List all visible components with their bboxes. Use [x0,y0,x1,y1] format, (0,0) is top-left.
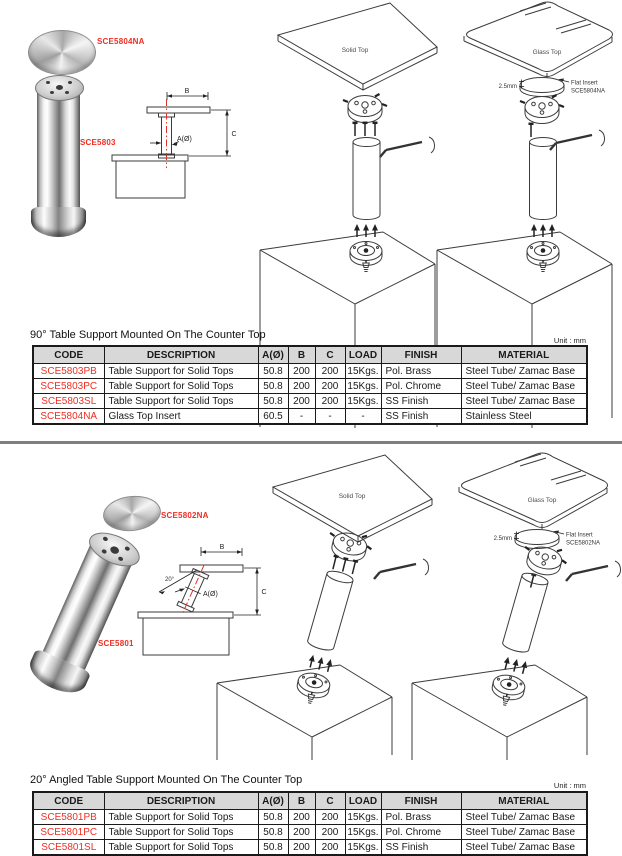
col-header-b: B [288,346,315,364]
glass-top-insert-photo [28,30,96,75]
counter-box [217,665,392,760]
cell-a: 50.8 [258,394,288,409]
flat-insert-code: SCE5802NA [566,540,601,547]
cap-hole [118,556,124,562]
counter-lip [112,155,188,161]
support-tube [306,569,354,652]
cell-code: SCE5803SL [33,394,104,409]
cap-hole [109,545,120,555]
assembly-arrows [531,224,555,237]
cell-b: 200 [288,825,315,840]
col-header-material: MATERIAL [461,346,587,364]
col-header-description: DESCRIPTION [104,346,258,364]
cell-material: Steel Tube/ Zamac Base [461,394,587,409]
support-code-label: SCE5801 [98,639,134,648]
cell-code: SCE5801PB [33,810,104,825]
base-flange [294,670,332,706]
flat-insert-disc [520,78,564,97]
cell-finish: Pol. Brass [381,364,461,379]
cap-hole [68,81,72,84]
dim-a-label: A(Ø) [177,136,192,143]
glass-top-slab [459,453,608,529]
support-tube [530,138,557,220]
table-row [33,810,587,825]
cell-material: Steel Tube/ Zamac Base [461,810,587,825]
header-row [33,792,587,810]
glass-top-label: Glass Top [527,497,557,504]
col-header-description: DESCRIPTION [104,792,258,810]
cell-description: Table Support for Solid Tops [104,825,258,840]
cell-description: Table Support for Solid Tops [104,364,258,379]
section-divider [0,441,622,444]
dim-a-label: A(Ø) [203,591,218,598]
hex-key [566,561,621,581]
cell-b: 200 [288,364,315,379]
screw [528,574,536,588]
base-flange [350,242,382,272]
hex-key [380,137,435,157]
cell-c: 200 [315,840,345,856]
header-row [33,346,587,364]
support-cap [35,75,84,101]
cell-c: 200 [315,364,345,379]
cell-load: 15Kgs. [345,379,381,394]
cap-hole [56,85,63,90]
cap-hole [50,91,54,94]
cell-a: 50.8 [258,840,288,856]
support-code-label: SCE5803 [80,138,116,147]
flat-insert-label: Flat Insert [571,80,598,87]
table-row [33,379,587,394]
col-header-load: LOAD [345,346,381,364]
cell-finish: SS Finish [381,394,461,409]
base-flange [489,672,527,708]
cell-code: SCE5803PB [33,364,104,379]
col-header-finish: FINISH [381,346,461,364]
cell-c: 200 [315,810,345,825]
cell-code: SCE5801SL [33,840,104,856]
col-header-material: MATERIAL [461,792,587,810]
cell-finish: SS Finish [381,840,461,856]
cell-a: 60.5 [258,409,288,425]
cell-description: Table Support for Solid Tops [104,379,258,394]
spec-table-90 [32,345,588,425]
cell-description: Table Support for Solid Tops [104,810,258,825]
cell-b: 200 [288,840,315,856]
cell-a: 50.8 [258,825,288,840]
assembly-arrows [307,654,333,672]
col-header-code: CODE [33,792,104,810]
col-header-c: C [315,346,345,364]
base-flange [527,242,559,272]
col-header-load: LOAD [345,792,381,810]
cap-hole [102,536,108,542]
col-header-finish: FINISH [381,792,461,810]
cell-load: - [345,409,381,425]
glass-top-label: Glass Top [532,49,562,56]
cell-a: 50.8 [258,379,288,394]
dim-c-label: C [261,589,267,596]
cell-c: - [315,409,345,425]
cell-material: Steel Tube/ Zamac Base [461,840,587,856]
cell-b: 200 [288,810,315,825]
unit-note: Unit : mm [553,781,586,790]
cell-code: SCE5801PC [33,825,104,840]
dim-b-label: B [184,88,190,95]
angle-label: 20° [165,577,175,583]
dim-c-label: C [231,131,237,138]
table-support-photo [35,75,82,240]
table-row [33,394,587,409]
cell-a: 50.8 [258,364,288,379]
col-header-a: A(Ø) [258,792,288,810]
cell-finish: Pol. Chrome [381,379,461,394]
support-tube [37,87,80,209]
col-header-a: A(Ø) [258,346,288,364]
exploded-diagrams-20 [200,450,622,780]
solid-top-label: Solid Top [338,493,366,500]
support-tube [353,138,380,220]
cell-material: Steel Tube/ Zamac Base [461,379,587,394]
cell-load: 15Kgs. [345,840,381,856]
cell-description: Table Support for Solid Tops [104,840,258,856]
flat-insert-disc [515,530,559,549]
cell-finish: Pol. Chrome [381,825,461,840]
counter-box [116,161,185,198]
cell-load: 15Kgs. [345,364,381,379]
table-row [33,364,587,379]
cell-finish: SS Finish [381,409,461,425]
hex-key [550,130,605,150]
flat-insert-code: SCE5804NA [571,88,606,95]
spec-table-20 [32,791,588,856]
screw [529,124,534,137]
glass-top-insert-photo [101,493,162,534]
insert-code-label: SCE5804NA [97,37,145,46]
support-tube [501,571,549,654]
cap-hole [65,91,69,94]
col-header-b: B [288,792,315,810]
mounting-flange [343,94,387,123]
cell-material: Stainless Steel [461,409,587,425]
unit-note: Unit : mm [553,336,586,345]
cell-load: 15Kgs. [345,394,381,409]
cell-c: 200 [315,394,345,409]
cell-description: Glass Top Insert [104,409,258,425]
cell-finish: Pol. Brass [381,810,461,825]
mounting-flange [520,95,564,124]
section-title-90: 90° Table Support Mounted On The Counter Top [30,329,266,341]
col-header-c: C [315,792,345,810]
cell-b: - [288,409,315,425]
angled-table-support-photo [27,526,143,701]
cell-c: 200 [315,825,345,840]
assembly-arrows [354,224,378,237]
cell-material: Steel Tube/ Zamac Base [461,825,587,840]
col-header-code: CODE [33,346,104,364]
cell-material: Steel Tube/ Zamac Base [461,364,587,379]
hex-key [374,559,429,579]
cell-code: SCE5803PC [33,379,104,394]
cell-load: 15Kgs. [345,810,381,825]
cell-description: Table Support for Solid Tops [104,394,258,409]
cap-hole [46,81,50,84]
mounting-flange [325,527,375,565]
table-row [33,409,587,425]
cell-code: SCE5804NA [33,409,104,425]
cell-b: 200 [288,394,315,409]
table-row [33,825,587,840]
solid-top-label: Solid Top [341,47,369,54]
table-row [33,840,587,856]
glass-top-slab [464,2,613,78]
cell-load: 15Kgs. [345,825,381,840]
dim-b-label: B [219,544,225,551]
flat-insert-label: Flat Insert [566,532,593,539]
insert-code-label: SCE5802NA [161,511,209,520]
section-title-20: 20° Angled Table Support Mounted On The Counter Top [30,774,303,786]
cell-a: 50.8 [258,810,288,825]
glass-thickness-label: 2.5mm [498,84,517,90]
assembly-arrows [502,656,528,674]
support-base [31,207,86,237]
cap-hole [101,549,107,555]
screws [353,123,378,136]
cell-c: 200 [315,379,345,394]
glass-thickness-label: 2.5mm [493,536,512,542]
cell-b: 200 [288,379,315,394]
cap-hole [124,546,130,552]
